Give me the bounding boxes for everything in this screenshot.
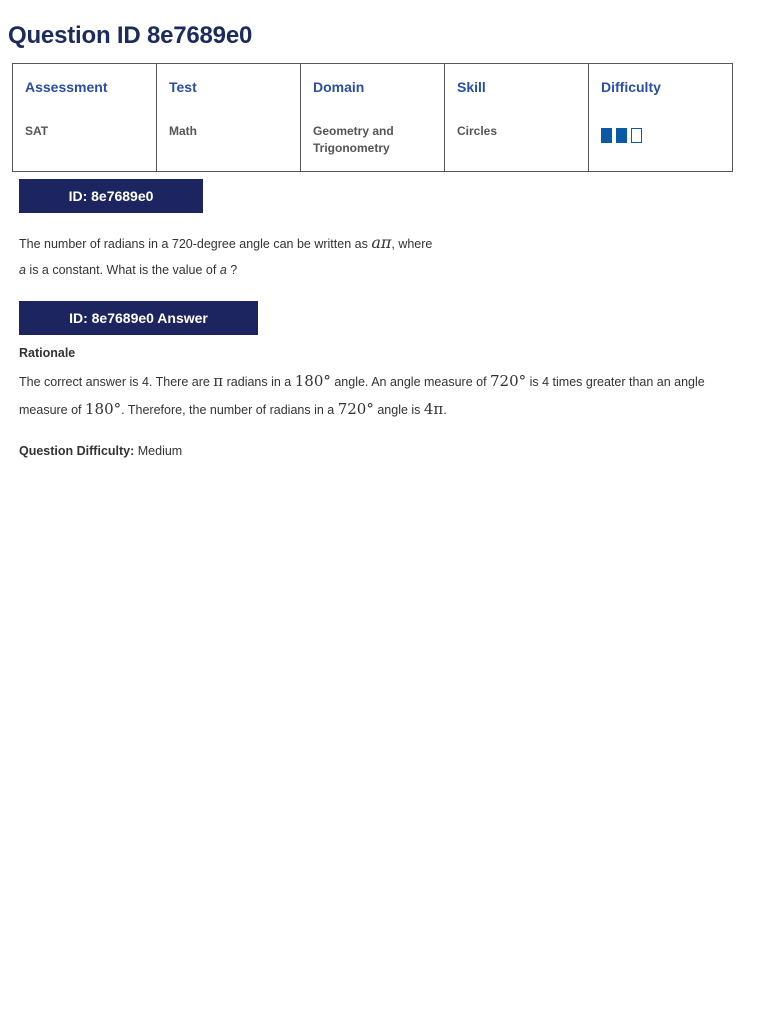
- table-row: [13, 109, 733, 172]
- rationale-part: . Therefore, the number of radians in a: [121, 403, 338, 417]
- difficulty-indicator: [601, 128, 720, 143]
- header-skill: Skill: [445, 64, 589, 109]
- rationale-part: radians in a: [223, 375, 295, 389]
- math-4-pi: 4π: [423, 400, 444, 418]
- cell-difficulty: [589, 109, 733, 172]
- question-text-part: is a constant. What is the value of: [25, 263, 220, 277]
- difficulty-bar-filled: [616, 128, 627, 143]
- cell-domain: Geometry and Trigonometry: [301, 109, 445, 172]
- math-720-degrees: 720°: [490, 372, 527, 390]
- math-expression: aπ: [371, 233, 392, 252]
- question-metadata-table: [12, 63, 733, 172]
- cell-test: Math: [157, 109, 301, 172]
- variable-a: a: [219, 263, 227, 277]
- question-id-banner: ID: 8e7689e0: [19, 179, 203, 213]
- header-difficulty: Difficulty: [589, 64, 733, 109]
- cell-assessment: SAT: [13, 109, 157, 172]
- difficulty-label: Question Difficulty:: [19, 444, 135, 458]
- rationale-part: angle. An angle measure of: [330, 375, 491, 389]
- rationale-part: .: [443, 403, 447, 417]
- question-text-part: The number of radians in a 720-degree angle can be written as: [19, 237, 372, 251]
- header-domain: Domain: [301, 64, 445, 109]
- rationale-text: [19, 368, 744, 424]
- question-difficulty: [19, 444, 182, 458]
- header-assessment: Assessment: [13, 64, 157, 109]
- page-title: Question ID 8e7689e0: [8, 22, 253, 49]
- difficulty-bar-empty: [631, 128, 642, 143]
- rationale-heading: Rationale: [19, 346, 76, 360]
- rationale-part: angle is: [373, 403, 424, 417]
- answer-id-banner: ID: 8e7689e0 Answer: [19, 301, 258, 335]
- math-pi: π: [213, 372, 224, 390]
- math-180-degrees: 180°: [85, 400, 122, 418]
- cell-skill: Circles: [445, 109, 589, 172]
- question-text-part: , where: [391, 237, 433, 251]
- header-test: Test: [157, 64, 301, 109]
- math-720-degrees: 720°: [337, 400, 374, 418]
- variable-a: a: [19, 263, 26, 277]
- difficulty-value: Medium: [134, 444, 183, 458]
- question-text-part: ?: [226, 263, 238, 277]
- math-180-degrees: 180°: [294, 372, 331, 390]
- question-text: [19, 230, 539, 283]
- difficulty-bar-filled: [601, 128, 612, 143]
- rationale-part: is 4 times greater than an angle measure of: [19, 375, 705, 417]
- rationale-part: The correct answer is 4. There are: [19, 375, 214, 389]
- table-header-row: [13, 64, 733, 109]
